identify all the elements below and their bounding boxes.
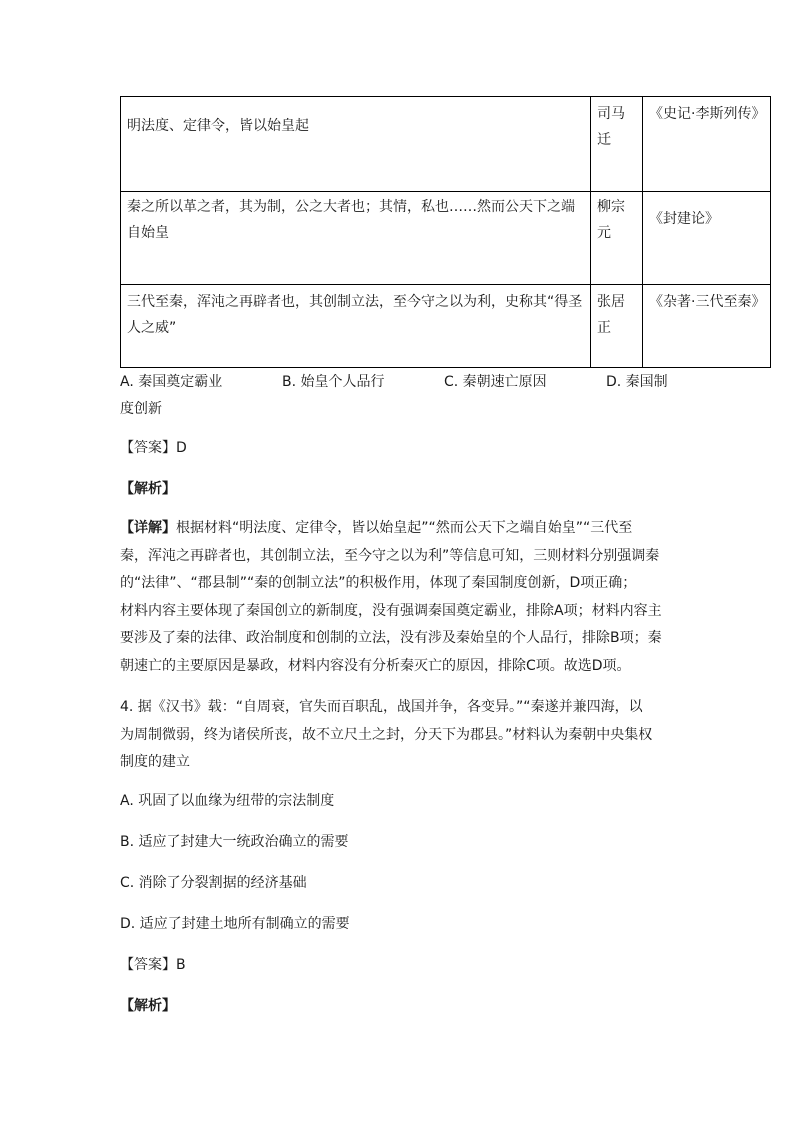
stem-line: 4. 据《汉书》载：“自周衰，官失而百职乱，战国并争，各变异。”“秦遂并兼四海，以 xyxy=(120,699,643,715)
detail-line: 秦，浑沌之再辟者也，其创制立法，至今守之以为利”等信息可知，三则材料分别强调秦 xyxy=(120,547,660,564)
detail-line: 的“法律”、“郡县制”“秦的创制立法”的积极作用，体现了秦国制度创新，D项正确； xyxy=(120,575,637,591)
quote-source: 《史记·李斯列传》 xyxy=(643,97,771,192)
q3-option-b: B. 始皇个人品行 xyxy=(282,374,385,390)
table-row xyxy=(121,97,771,192)
detail-line: 朝速亡的主要原因是暴政，材料内容没有分析秦灭亡的原因，排除C项。故选D项。 xyxy=(120,657,631,674)
stem-line: 为周制微弱，终为诸侯所丧，故不立尺土之封，分天下为郡县。”材料认为秦朝中央集权 xyxy=(120,726,653,743)
q3-option-d: D. 秦国制 xyxy=(606,374,668,390)
quote-text: 明法度、定律令，皆以始皇起 xyxy=(121,97,591,192)
q3-answer: 【答案】D xyxy=(120,440,187,456)
quote-text: 三代至秦，浑沌之再辟者也，其创制立法，至今守之以为利，史称其“得圣人之威” xyxy=(121,285,591,368)
detail-line: 【详解】根据材料“明法度、定律令，皆以始皇起”“然而公天下之端自始皇”“三代至 xyxy=(120,520,633,536)
quote-table xyxy=(120,96,771,368)
table-row xyxy=(121,192,771,285)
q3-option-a: A. 秦国奠定霸业 xyxy=(120,374,223,390)
detail-line: 要涉及了秦的法律、政治制度和创制的立法，没有涉及秦始皇的个人品行，排除B项；秦 xyxy=(120,630,662,646)
q4-option-b: B. 适应了封建大一统政治确立的需要 xyxy=(120,834,349,850)
q3-detail xyxy=(120,515,680,680)
q4-option-a: A. 巩固了以血缘为纽带的宗法制度 xyxy=(120,793,335,809)
q3-option-d-continued: 度创新 xyxy=(120,401,162,417)
q4-option-c: C. 消除了分裂割据的经济基础 xyxy=(120,875,307,891)
detail-label: 【详解】 xyxy=(120,520,176,536)
quote-author: 柳宗元 xyxy=(591,192,643,285)
quote-text: 秦之所以革之者，其为制，公之大者也；其情，私也……然而公天下之端自始皇 xyxy=(121,192,591,285)
q4-answer: 【答案】B xyxy=(120,957,186,973)
quote-source: 《杂著·三代至秦》 xyxy=(643,285,771,368)
q4-stem xyxy=(120,694,680,777)
quote-source: 《封建论》 xyxy=(643,192,771,285)
detail-line: 材料内容主要体现了秦国创立的新制度，没有强调秦国奠定霸业，排除A项；材料内容主 xyxy=(120,602,662,619)
quote-author: 司马迁 xyxy=(591,97,643,192)
q4-option-d: D. 适应了封建土地所有制确立的需要 xyxy=(120,916,350,932)
q3-option-c: C. 秦朝速亡原因 xyxy=(444,374,547,390)
stem-line: 制度的建立 xyxy=(120,754,190,770)
quote-author: 张居正 xyxy=(591,285,643,368)
q3-analysis-label: 【解析】 xyxy=(120,481,176,497)
table-row xyxy=(121,285,771,368)
q4-analysis-label: 【解析】 xyxy=(120,998,176,1014)
